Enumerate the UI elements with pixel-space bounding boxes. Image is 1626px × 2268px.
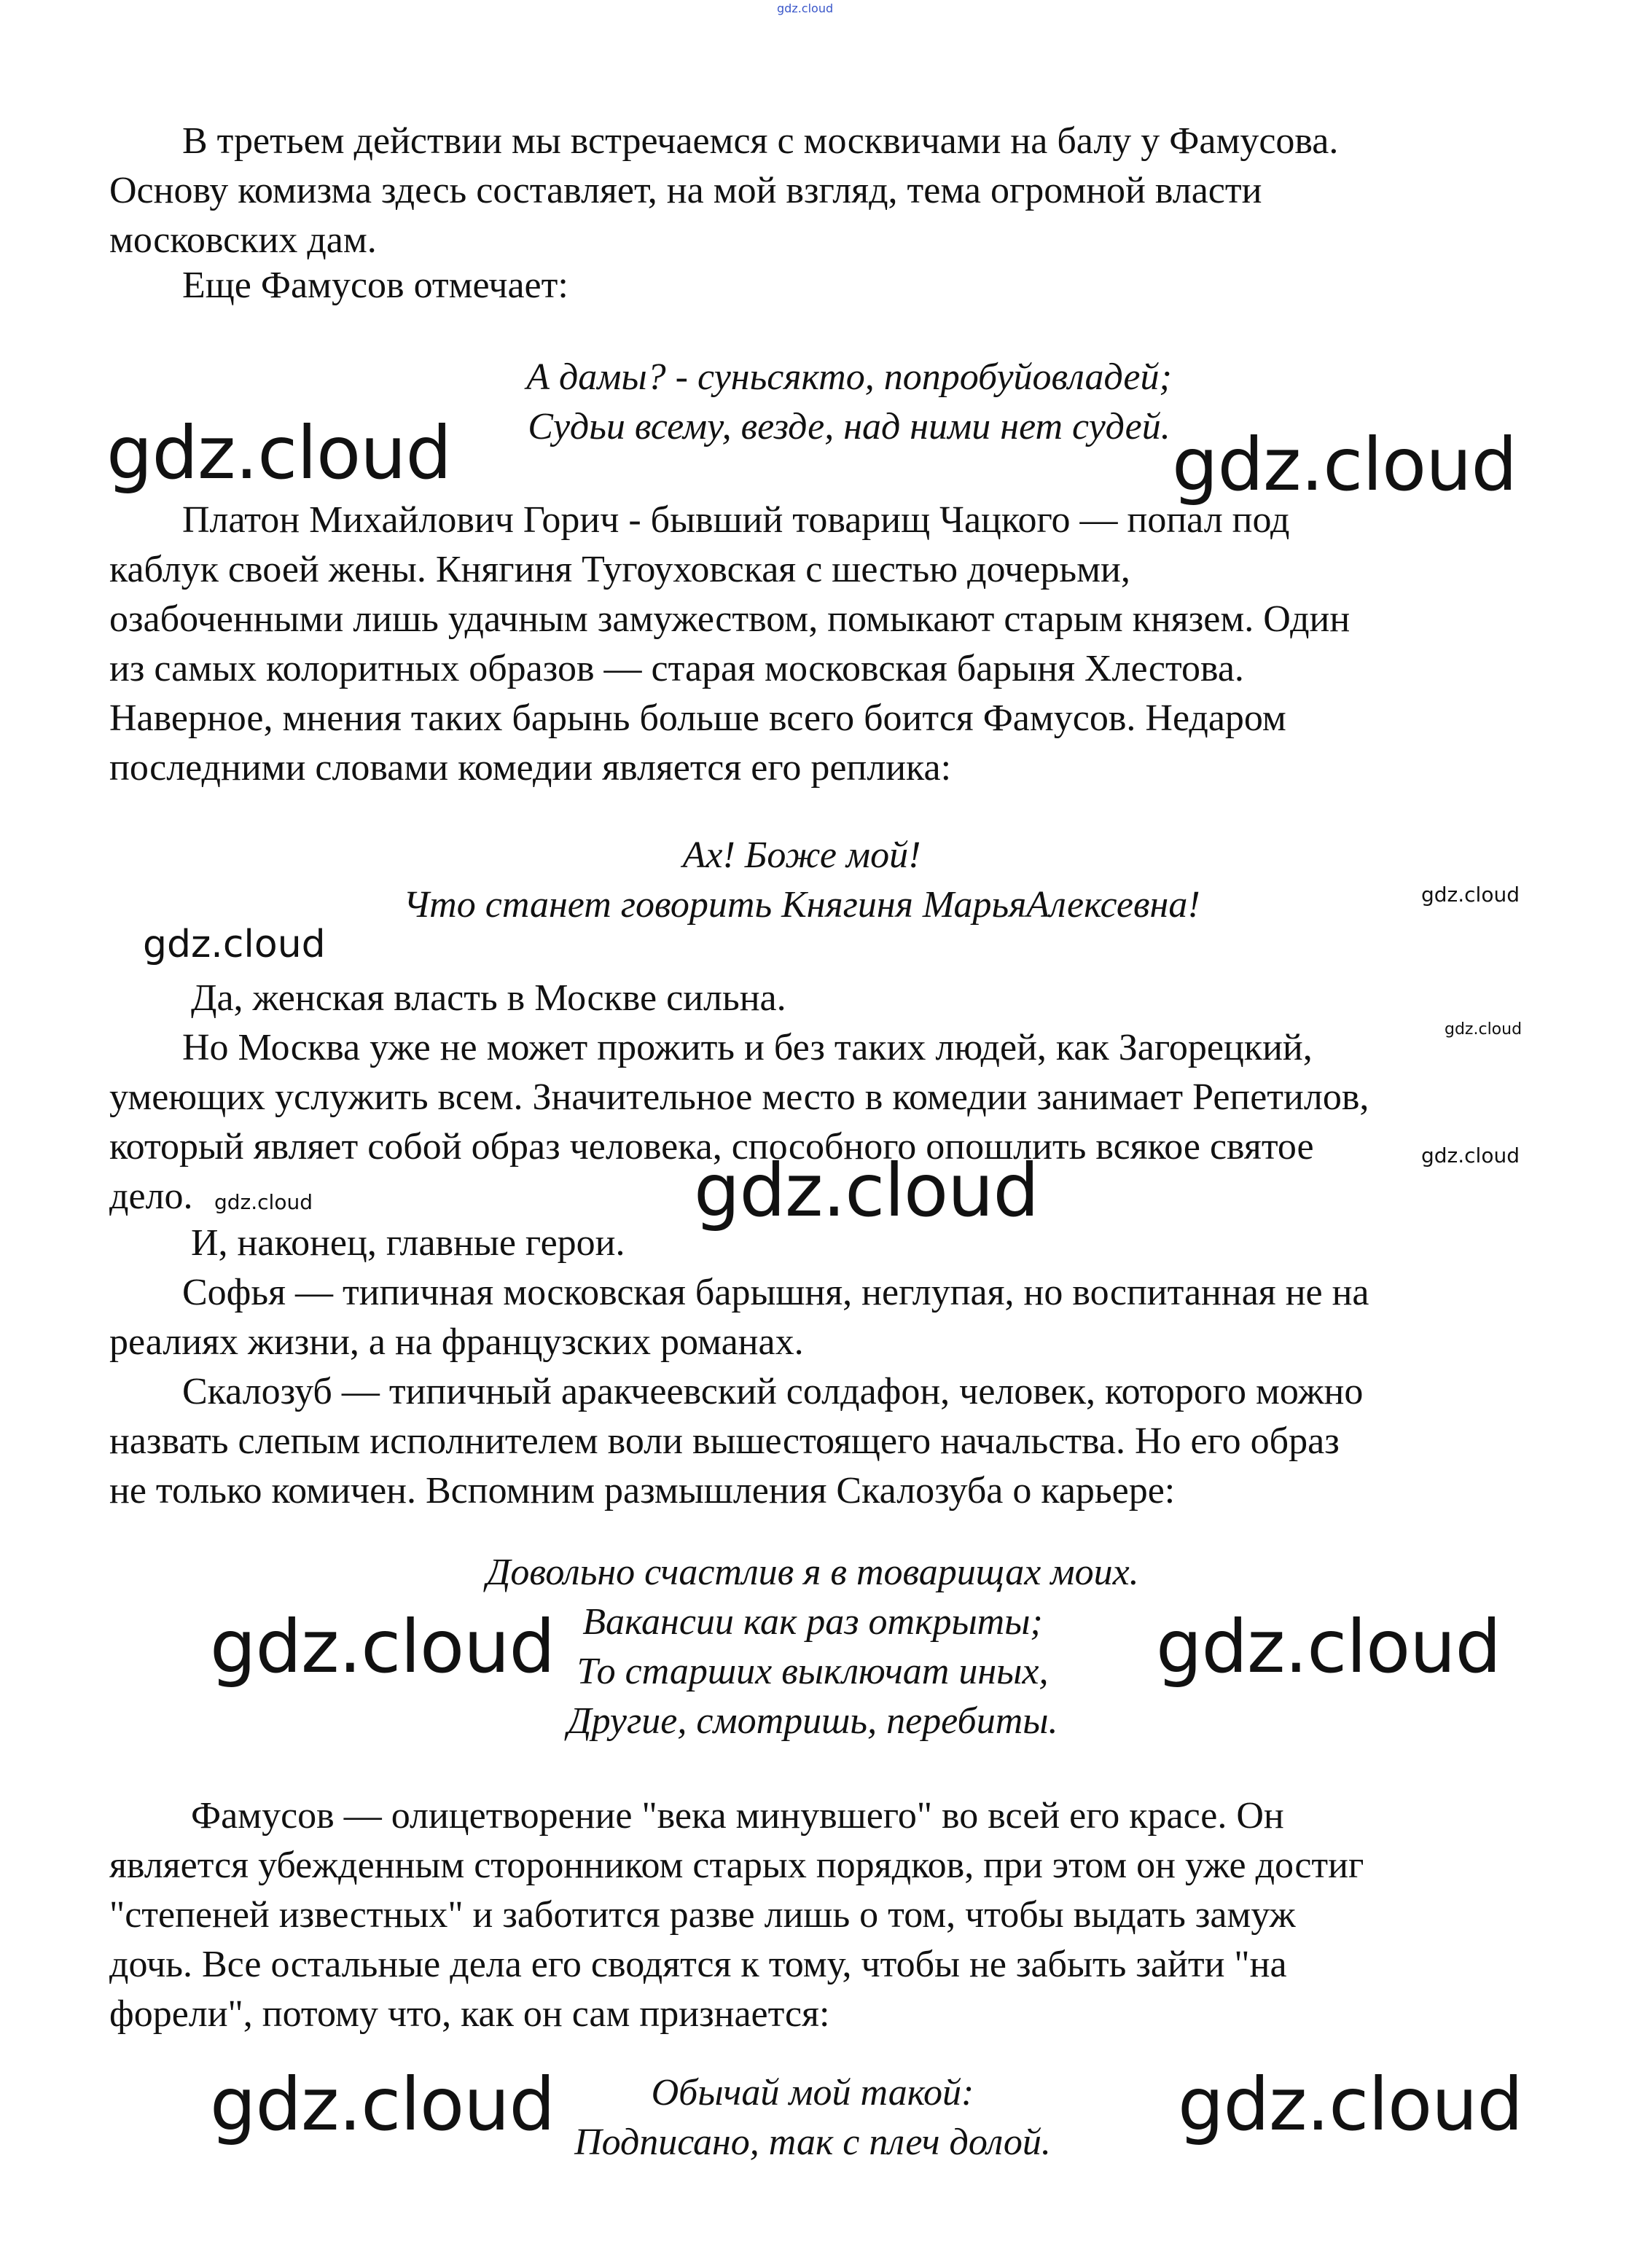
watermark: gdz.cloud bbox=[210, 1604, 555, 1689]
verse-line: Обычай мой такой: bbox=[651, 2072, 974, 2113]
watermark: gdz.cloud bbox=[143, 923, 326, 966]
watermark: gdz.cloud bbox=[210, 2062, 555, 2147]
text-line: дочь. Все остальные дела его сводятся к тому, чтобы не забыть зайти "на bbox=[109, 1944, 1287, 1985]
verse-line: Вакансии как раз открыты; bbox=[582, 1601, 1043, 1643]
text-line: реалиях жизни, а на французских романах. bbox=[109, 1321, 804, 1363]
verse-line: Ах! Боже мой! bbox=[682, 834, 921, 876]
paragraph-7 bbox=[109, 1268, 1516, 1367]
paragraph-2 bbox=[109, 261, 1516, 310]
paragraph-4 bbox=[109, 974, 1516, 1023]
watermark: gdz.cloud bbox=[1445, 1020, 1523, 1039]
verse-line: Подписано, так с плеч долой. bbox=[574, 2122, 1051, 2163]
watermark: gdz.cloud bbox=[1421, 883, 1520, 907]
watermark: gdz.cloud bbox=[1178, 2062, 1523, 2147]
text-line: И, наконец, главные герои. bbox=[191, 1222, 625, 1264]
verse-line: А дамы? - суньсякто, попробуйовладей; bbox=[526, 356, 1172, 398]
watermark: gdz.cloud bbox=[106, 410, 452, 496]
verse-line: Судьи всему, везде, над ними нет судей. bbox=[528, 406, 1170, 447]
text-line: назвать слепым исполнителем воли вышестоящего начальства. Но его образ bbox=[109, 1420, 1340, 1462]
text-line: Фамусов — олицетворение "века минувшего" во всей его красе. Он bbox=[191, 1795, 1284, 1837]
text-line: московских дам. bbox=[109, 219, 377, 261]
top-site-tag: gdz.cloud bbox=[777, 1, 834, 15]
text-line: Скалозуб — типичный аракчеевский солдафон, человек, которого можно bbox=[182, 1371, 1364, 1412]
paragraph-1 bbox=[109, 117, 1516, 265]
text-line: Софья — типичная московская барышня, неглупая, но воспитанная не на bbox=[182, 1272, 1369, 1313]
text-line: из самых колоритных образов — старая московская барыня Хлестова. bbox=[109, 648, 1244, 689]
paragraph-8 bbox=[109, 1367, 1516, 1516]
text-line: каблук своей жены. Княгиня Тугоуховская с шестью дочерьми, bbox=[109, 549, 1130, 590]
text-line: Наверное, мнения таких барынь больше всего боится Фамусов. Недаром bbox=[109, 697, 1286, 739]
watermark: gdz.cloud bbox=[1172, 422, 1517, 507]
watermark: gdz.cloud bbox=[214, 1190, 313, 1214]
paragraph-3 bbox=[109, 496, 1516, 793]
text-line: форели", потому что, как он сам признается: bbox=[109, 1993, 830, 2035]
text-line: который являет собой образ человека, способного опошлить всякое святое bbox=[109, 1126, 1314, 1168]
text-line: "степеней известных" и заботится разве лишь о том, чтобы выдать замуж bbox=[109, 1894, 1296, 1936]
verse-2 bbox=[98, 831, 1505, 930]
text-line: Платон Михайлович Горич - бывший товарищ Чацкого — попал под bbox=[182, 499, 1290, 541]
text-line: Основу комизма здесь составляет, на мой взгляд, тема огромной власти bbox=[109, 170, 1262, 211]
verse-line: Другие, смотришь, перебиты. bbox=[567, 1700, 1058, 1742]
text-line: умеющих услужить всем. Значительное место в комедии занимает Репетилов, bbox=[109, 1076, 1369, 1118]
paragraph-9 bbox=[109, 1791, 1516, 2039]
watermark: gdz.cloud bbox=[1156, 1604, 1501, 1689]
watermark: gdz.cloud bbox=[1421, 1143, 1520, 1168]
text-line: В третьем действии мы встречаемся с москвичами на балу у Фамусова. bbox=[182, 120, 1339, 162]
verse-line: То старших выключат иных, bbox=[576, 1651, 1049, 1692]
text-line: Но Москва уже не может прожить и без таких людей, как Загорецкий, bbox=[182, 1027, 1313, 1068]
text-line: дело. bbox=[109, 1176, 193, 1217]
verse-line: Довольно счастлив я в товарищах моих. bbox=[486, 1552, 1139, 1593]
text-line: Да, женская власть в Москве сильна. bbox=[191, 977, 786, 1019]
text-line: является убежденным сторонником старых порядков, при этом он уже достиг bbox=[109, 1845, 1364, 1886]
text-line: последними словами комедии является его реплика: bbox=[109, 747, 952, 789]
verse-line: Что станет говорить Княгиня МарьяАлексевна! bbox=[403, 884, 1200, 926]
text-line: озабоченными лишь удачным замужеством, помыкают старым князем. Один bbox=[109, 598, 1351, 640]
text-line: Еще Фамусов отмечает: bbox=[182, 265, 568, 306]
watermark: gdz.cloud bbox=[694, 1148, 1039, 1233]
text-line: не только комичен. Вспомним размышления Скалозуба о карьере: bbox=[109, 1470, 1176, 1512]
